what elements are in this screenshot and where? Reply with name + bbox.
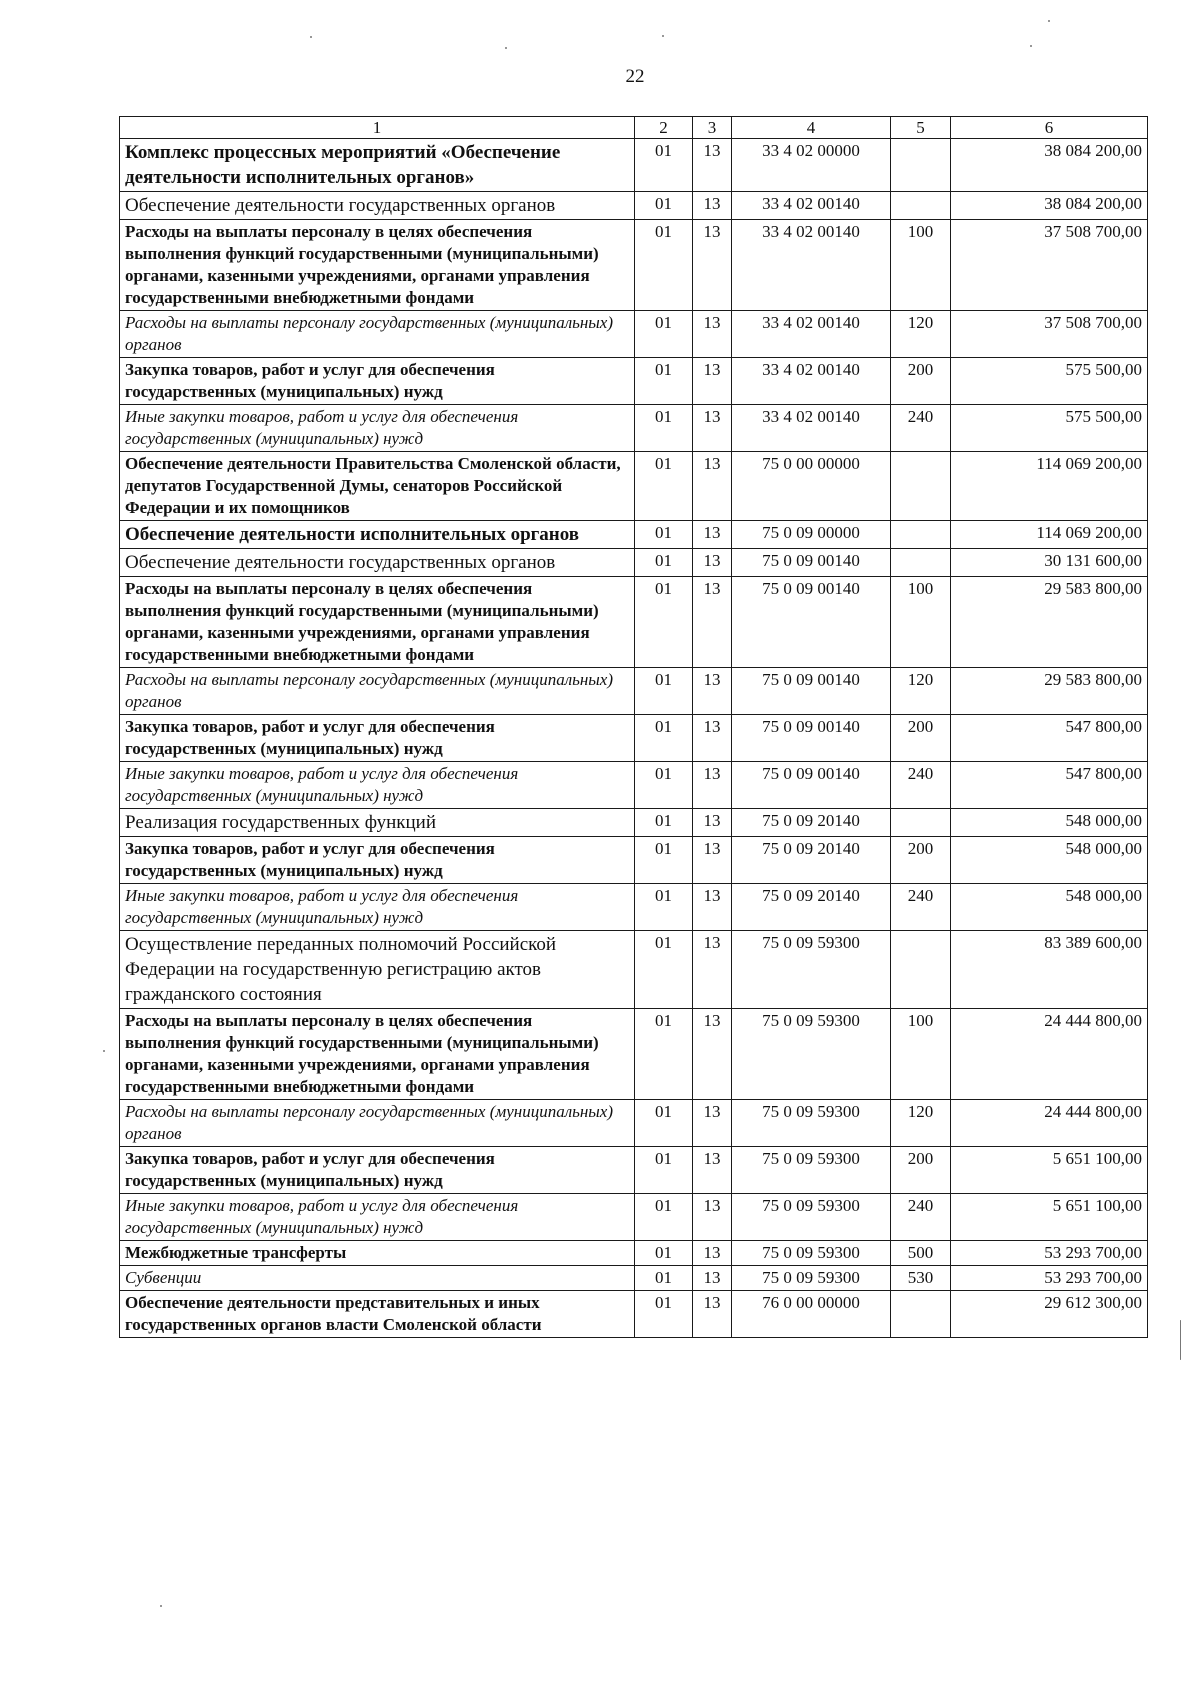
subsection-code: 13 xyxy=(693,1009,732,1100)
subsection-code: 13 xyxy=(693,452,732,521)
amount: 548 000,00 xyxy=(951,884,1148,931)
table-row xyxy=(120,311,1148,358)
target-article-code: 75 0 09 00140 xyxy=(732,762,891,809)
section-code: 01 xyxy=(635,549,693,577)
scan-speck xyxy=(1180,1320,1181,1360)
section-code: 01 xyxy=(635,1266,693,1291)
subsection-code: 13 xyxy=(693,311,732,358)
expense-type-code: 100 xyxy=(891,577,951,668)
amount: 114 069 200,00 xyxy=(951,521,1148,549)
expense-type-code xyxy=(891,809,951,837)
section-code: 01 xyxy=(635,577,693,668)
expense-type-code: 120 xyxy=(891,1100,951,1147)
scan-speck xyxy=(160,1605,162,1607)
row-name: Обеспечение деятельности представительных и иных государственных органов власти Смоленской области xyxy=(120,1291,635,1338)
amount: 575 500,00 xyxy=(951,405,1148,452)
table-row xyxy=(120,1194,1148,1241)
column-number-row xyxy=(120,117,1148,139)
target-article-code: 75 0 09 20140 xyxy=(732,809,891,837)
subsection-code: 13 xyxy=(693,549,732,577)
subsection-code: 13 xyxy=(693,577,732,668)
expense-type-code: 240 xyxy=(891,405,951,452)
table-row xyxy=(120,837,1148,884)
subsection-code: 13 xyxy=(693,668,732,715)
row-name: Закупка товаров, работ и услуг для обеспечения государственных (муниципальных) нужд xyxy=(120,715,635,762)
subsection-code: 13 xyxy=(693,1291,732,1338)
section-code: 01 xyxy=(635,521,693,549)
table-row xyxy=(120,1241,1148,1266)
target-article-code: 75 0 09 00140 xyxy=(732,549,891,577)
amount: 575 500,00 xyxy=(951,358,1148,405)
target-article-code: 33 4 02 00140 xyxy=(732,192,891,220)
subsection-code: 13 xyxy=(693,192,732,220)
amount: 547 800,00 xyxy=(951,715,1148,762)
expense-type-code: 100 xyxy=(891,1009,951,1100)
table-row xyxy=(120,521,1148,549)
amount: 5 651 100,00 xyxy=(951,1194,1148,1241)
row-name: Расходы на выплаты персоналу в целях обеспечения выполнения функций государственными (муниципальными) органами, казенными учреждениями, органами управления государственными внебюджетными фондами xyxy=(120,577,635,668)
section-code: 01 xyxy=(635,1100,693,1147)
table-row xyxy=(120,192,1148,220)
expense-type-code: 530 xyxy=(891,1266,951,1291)
row-name: Закупка товаров, работ и услуг для обеспечения государственных (муниципальных) нужд xyxy=(120,837,635,884)
expense-type-code: 120 xyxy=(891,311,951,358)
subsection-code: 13 xyxy=(693,220,732,311)
row-name: Реализация государственных функций xyxy=(120,809,635,837)
target-article-code: 75 0 09 59300 xyxy=(732,1194,891,1241)
subsection-code: 13 xyxy=(693,809,732,837)
target-article-code: 75 0 09 59300 xyxy=(732,1241,891,1266)
column-number-2: 2 xyxy=(635,117,693,139)
table-row xyxy=(120,1291,1148,1338)
amount: 548 000,00 xyxy=(951,837,1148,884)
row-name: Осуществление переданных полномочий Российской Федерации на государственную регистрацию актов гражданского состояния xyxy=(120,931,635,1009)
amount: 548 000,00 xyxy=(951,809,1148,837)
target-article-code: 75 0 09 00140 xyxy=(732,668,891,715)
row-name: Иные закупки товаров, работ и услуг для обеспечения государственных (муниципальных) нужд xyxy=(120,884,635,931)
amount: 5 651 100,00 xyxy=(951,1147,1148,1194)
amount: 29 583 800,00 xyxy=(951,668,1148,715)
amount: 24 444 800,00 xyxy=(951,1100,1148,1147)
table-row xyxy=(120,1147,1148,1194)
target-article-code: 33 4 02 00140 xyxy=(732,220,891,311)
section-code: 01 xyxy=(635,1147,693,1194)
section-code: 01 xyxy=(635,884,693,931)
row-name: Межбюджетные трансферты xyxy=(120,1241,635,1266)
row-name: Закупка товаров, работ и услуг для обеспечения государственных (муниципальных) нужд xyxy=(120,1147,635,1194)
section-code: 01 xyxy=(635,837,693,884)
expense-type-code: 200 xyxy=(891,1147,951,1194)
table-row xyxy=(120,668,1148,715)
subsection-code: 13 xyxy=(693,1266,732,1291)
amount: 83 389 600,00 xyxy=(951,931,1148,1009)
section-code: 01 xyxy=(635,311,693,358)
section-code: 01 xyxy=(635,1291,693,1338)
subsection-code: 13 xyxy=(693,715,732,762)
table-row xyxy=(120,1009,1148,1100)
row-name: Расходы на выплаты персоналу государственных (муниципальных) органов xyxy=(120,1100,635,1147)
column-number-1: 1 xyxy=(120,117,635,139)
amount: 114 069 200,00 xyxy=(951,452,1148,521)
row-name: Расходы на выплаты персоналу государственных (муниципальных) органов xyxy=(120,668,635,715)
subsection-code: 13 xyxy=(693,762,732,809)
subsection-code: 13 xyxy=(693,1241,732,1266)
section-code: 01 xyxy=(635,1009,693,1100)
expense-type-code xyxy=(891,521,951,549)
target-article-code: 75 0 09 59300 xyxy=(732,1266,891,1291)
subsection-code: 13 xyxy=(693,358,732,405)
target-article-code: 75 0 09 00000 xyxy=(732,521,891,549)
section-code: 01 xyxy=(635,809,693,837)
amount: 547 800,00 xyxy=(951,762,1148,809)
table-row xyxy=(120,1266,1148,1291)
table-row xyxy=(120,715,1148,762)
scan-speck xyxy=(1030,45,1032,47)
table-row xyxy=(120,1100,1148,1147)
subsection-code: 13 xyxy=(693,837,732,884)
scan-speck xyxy=(505,47,507,49)
target-article-code: 75 0 09 20140 xyxy=(732,837,891,884)
table-row xyxy=(120,762,1148,809)
row-name: Комплекс процессных мероприятий «Обеспечение деятельности исполнительных органов» xyxy=(120,139,635,192)
row-name: Иные закупки товаров, работ и услуг для обеспечения государственных (муниципальных) нужд xyxy=(120,405,635,452)
amount: 24 444 800,00 xyxy=(951,1009,1148,1100)
section-code: 01 xyxy=(635,1194,693,1241)
target-article-code: 75 0 00 00000 xyxy=(732,452,891,521)
row-name: Иные закупки товаров, работ и услуг для обеспечения государственных (муниципальных) нужд xyxy=(120,1194,635,1241)
table-row xyxy=(120,405,1148,452)
expense-type-code xyxy=(891,452,951,521)
table-row xyxy=(120,139,1148,192)
page-number: 22 xyxy=(625,66,645,87)
table-row xyxy=(120,220,1148,311)
amount: 37 508 700,00 xyxy=(951,311,1148,358)
expense-type-code: 500 xyxy=(891,1241,951,1266)
expense-type-code: 200 xyxy=(891,715,951,762)
table-row xyxy=(120,577,1148,668)
budget-table-body xyxy=(120,117,1148,1338)
target-article-code: 75 0 09 00140 xyxy=(732,715,891,762)
expense-type-code xyxy=(891,192,951,220)
row-name: Закупка товаров, работ и услуг для обеспечения государственных (муниципальных) нужд xyxy=(120,358,635,405)
table-row xyxy=(120,884,1148,931)
amount: 38 084 200,00 xyxy=(951,139,1148,192)
target-article-code: 75 0 09 59300 xyxy=(732,1147,891,1194)
target-article-code: 33 4 02 00000 xyxy=(732,139,891,192)
subsection-code: 13 xyxy=(693,139,732,192)
amount: 29 612 300,00 xyxy=(951,1291,1148,1338)
target-article-code: 33 4 02 00140 xyxy=(732,405,891,452)
expense-type-code xyxy=(891,1291,951,1338)
expense-type-code xyxy=(891,931,951,1009)
row-name: Обеспечение деятельности исполнительных органов xyxy=(120,521,635,549)
subsection-code: 13 xyxy=(693,1100,732,1147)
expense-type-code xyxy=(891,139,951,192)
table-row xyxy=(120,549,1148,577)
table-row xyxy=(120,931,1148,1009)
subsection-code: 13 xyxy=(693,521,732,549)
section-code: 01 xyxy=(635,931,693,1009)
expense-type-code: 120 xyxy=(891,668,951,715)
expense-type-code: 200 xyxy=(891,837,951,884)
section-code: 01 xyxy=(635,220,693,311)
target-article-code: 75 0 09 59300 xyxy=(732,931,891,1009)
subsection-code: 13 xyxy=(693,1194,732,1241)
target-article-code: 33 4 02 00140 xyxy=(732,311,891,358)
amount: 38 084 200,00 xyxy=(951,192,1148,220)
section-code: 01 xyxy=(635,668,693,715)
section-code: 01 xyxy=(635,139,693,192)
section-code: 01 xyxy=(635,762,693,809)
section-code: 01 xyxy=(635,358,693,405)
subsection-code: 13 xyxy=(693,405,732,452)
scan-speck xyxy=(1048,20,1050,22)
column-number-5: 5 xyxy=(891,117,951,139)
expense-type-code: 100 xyxy=(891,220,951,311)
row-name: Расходы на выплаты персоналу в целях обеспечения выполнения функций государственными (муниципальными) органами, казенными учреждениями, органами управления государственными внебюджетными фондами xyxy=(120,220,635,311)
row-name: Расходы на выплаты персоналу государственных (муниципальных) органов xyxy=(120,311,635,358)
amount: 37 508 700,00 xyxy=(951,220,1148,311)
row-name: Иные закупки товаров, работ и услуг для обеспечения государственных (муниципальных) нужд xyxy=(120,762,635,809)
section-code: 01 xyxy=(635,405,693,452)
row-name: Субвенции xyxy=(120,1266,635,1291)
expense-type-code: 240 xyxy=(891,762,951,809)
target-article-code: 75 0 09 59300 xyxy=(732,1009,891,1100)
expense-type-code: 240 xyxy=(891,1194,951,1241)
row-name: Обеспечение деятельности государственных органов xyxy=(120,192,635,220)
amount: 30 131 600,00 xyxy=(951,549,1148,577)
table-row xyxy=(120,452,1148,521)
scan-speck xyxy=(103,1050,105,1052)
section-code: 01 xyxy=(635,192,693,220)
target-article-code: 76 0 00 00000 xyxy=(732,1291,891,1338)
column-number-3: 3 xyxy=(693,117,732,139)
scan-speck xyxy=(310,36,312,38)
expense-type-code: 240 xyxy=(891,884,951,931)
table-row xyxy=(120,809,1148,837)
row-name: Расходы на выплаты персоналу в целях обеспечения выполнения функций государственными (муниципальными) органами, казенными учреждениями, органами управления государственными внебюджетными фондами xyxy=(120,1009,635,1100)
target-article-code: 75 0 09 00140 xyxy=(732,577,891,668)
table-row xyxy=(120,358,1148,405)
target-article-code: 75 0 09 59300 xyxy=(732,1100,891,1147)
row-name: Обеспечение деятельности государственных органов xyxy=(120,549,635,577)
section-code: 01 xyxy=(635,715,693,762)
amount: 53 293 700,00 xyxy=(951,1266,1148,1291)
target-article-code: 33 4 02 00140 xyxy=(732,358,891,405)
subsection-code: 13 xyxy=(693,931,732,1009)
subsection-code: 13 xyxy=(693,884,732,931)
amount: 29 583 800,00 xyxy=(951,577,1148,668)
column-number-4: 4 xyxy=(732,117,891,139)
column-number-6: 6 xyxy=(951,117,1148,139)
expense-type-code: 200 xyxy=(891,358,951,405)
amount: 53 293 700,00 xyxy=(951,1241,1148,1266)
scan-speck xyxy=(662,35,664,37)
subsection-code: 13 xyxy=(693,1147,732,1194)
budget-table xyxy=(119,116,1148,1338)
expense-type-code xyxy=(891,549,951,577)
section-code: 01 xyxy=(635,1241,693,1266)
row-name: Обеспечение деятельности Правительства Смоленской области, депутатов Государственной Думы, сенаторов Российской Федерации и их помощников xyxy=(120,452,635,521)
target-article-code: 75 0 09 20140 xyxy=(732,884,891,931)
section-code: 01 xyxy=(635,452,693,521)
